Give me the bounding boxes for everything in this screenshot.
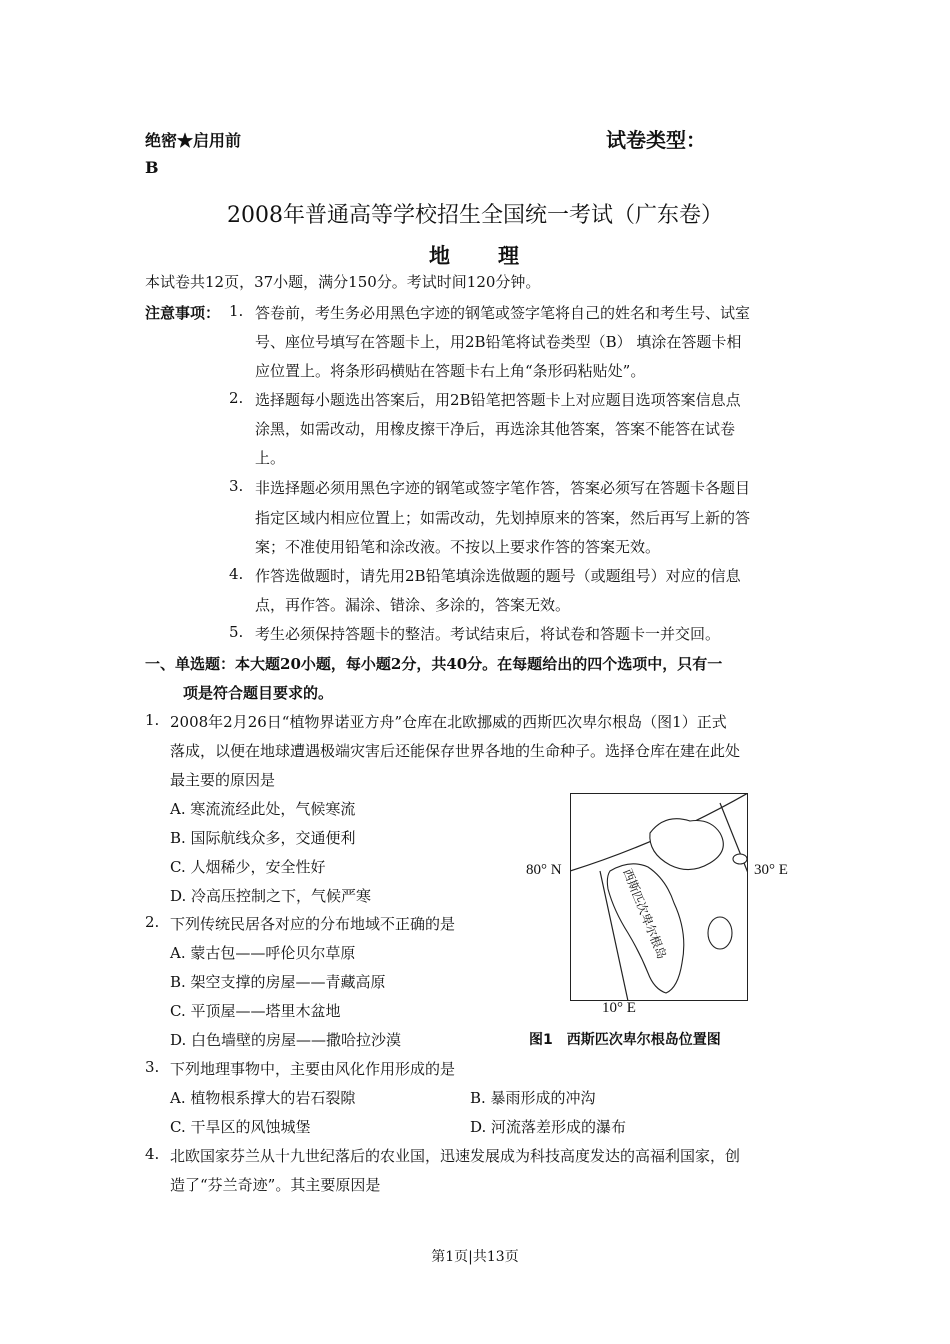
island-name-label: 西斯匹次卑尔根岛 (620, 866, 670, 962)
secret-level: 绝密★启用前 (145, 131, 242, 150)
q1-stem: 最主要的原因是 (170, 771, 276, 789)
exam-title: 2008年普通高等学校招生全国统一考试（广东卷） (227, 203, 723, 228)
paper-type-value: B (145, 158, 159, 177)
note-3-line: 指定区域内相应位置上；如需改动，先划掉原来的答案，然后再写上新的答 (255, 509, 751, 527)
paper-type-label: 试卷类型： (606, 128, 706, 152)
note-4-line: 作答选做题时，请先用2B铅笔填涂选做题的题号（或题组号）对应的信息 (255, 567, 741, 585)
longitude-30e-label: 30° E (754, 862, 788, 878)
q2-stem: 下列传统民居各对应的分布地域不正确的是 (170, 915, 456, 933)
q2-option: B. 架空支撑的房屋——青藏高原 (170, 973, 386, 991)
q1-option: B. 国际航线众多，交通便利 (170, 829, 356, 847)
note-1-number: 1. (229, 302, 244, 320)
q4-number: 4. (145, 1145, 160, 1163)
q1-option: C. 人烟稀少，安全性好 (170, 858, 326, 876)
q1-option: A. 寒流流经此处，气候寒流 (170, 800, 356, 818)
note-3-line: 非选择题必须用黑色字迹的钢笔或签字笔作答，答案必须写在答题卡各题目 (255, 479, 751, 497)
note-1-line: 号、座位号填写在答题卡上，用2B铅笔将试卷类型（B） 填涂在答题卡相 (255, 333, 742, 351)
q4-stem: 北欧国家芬兰从十九世纪落后的农业国，迅速发展成为科技高度发达的高福利国家，创 (170, 1147, 741, 1165)
note-5-line: 考生必须保持答题卡的整洁。考试结束后，将试卷和答题卡一并交回。 (255, 625, 721, 643)
note-4-line: 点，再作答。漏涂、错涂、多涂的，答案无效。 (255, 596, 571, 614)
q4-stem: 造了“芬兰奇迹”。其主要原因是 (170, 1176, 381, 1194)
note-3-line: 案；不准使用铅笔和涂改液。不按以上要求作答的答案无效。 (255, 538, 661, 556)
notes-label: 注意事项： (145, 304, 221, 322)
note-2-line: 涂黑，如需改动，用橡皮擦干净后，再选涂其他答案，答案不能答在试卷 (255, 420, 736, 438)
q1-stem: 落成，以便在地球遭遇极端灾害后还能保存世界各地的生命种子。选择仓库在建在此处 (170, 742, 741, 760)
east-island-shape (708, 917, 732, 949)
subject-title: 地 理 (429, 243, 521, 268)
q3-option: D. 河流落差形成的瀑布 (470, 1118, 627, 1136)
note-1-line: 答卷前，考生务必用黑色字迹的钢笔或签字笔将自己的姓名和考生号、试室 (255, 304, 751, 322)
q3-stem: 下列地理事物中，主要由风化作用形成的是 (170, 1060, 456, 1078)
q2-number: 2. (145, 913, 160, 931)
q1-option: D. 冷高压控制之下，气候严寒 (170, 887, 372, 905)
note-5-number: 5. (229, 623, 244, 641)
figure-1-map (570, 793, 748, 1001)
note-2-line: 上。 (255, 449, 286, 467)
island-map-drawing (570, 793, 748, 1001)
section-heading-cont: 项是符合题目要求的。 (183, 684, 334, 702)
note-2-number: 2. (229, 389, 244, 407)
longitude-10e-label: 10° E (602, 1000, 636, 1016)
note-2-line: 选择题每小题选出答案后，用2B铅笔把答题卡上对应题目选项答案信息点 (255, 391, 741, 409)
note-1-line: 应位置上。将条形码横贴在答题卡右上角“条形码粘贴处”。 (255, 362, 646, 380)
latitude-label: 80° N (526, 862, 562, 878)
q2-option: D. 白色墙壁的房屋——撒哈拉沙漠 (170, 1031, 402, 1049)
q3-number: 3. (145, 1058, 160, 1076)
q3-option: C. 干旱区的风蚀城堡 (170, 1118, 311, 1136)
q1-number: 1. (145, 711, 160, 729)
q1-stem: 2008年2月26日“植物界诺亚方舟”仓库在北欧挪威的西斯匹次卑尔根岛（图1）正式 (170, 713, 727, 731)
figure-caption: 图1 西斯匹次卑尔根岛位置图 (529, 1032, 721, 1048)
page-footer: 第1页|共13页 (431, 1249, 519, 1265)
kvitoya-shape (733, 854, 747, 864)
q2-option: A. 蒙古包——呼伦贝尔草原 (170, 944, 356, 962)
q3-option: B. 暴雨形成的冲沟 (470, 1089, 596, 1107)
q2-option: C. 平顶屋——塔里木盆地 (170, 1002, 341, 1020)
note-3-number: 3. (229, 477, 244, 495)
note-4-number: 4. (229, 565, 244, 583)
northeast-island-shape (649, 818, 723, 869)
exam-summary: 本试卷共12页，37小题，满分150分。考试时间120分钟。 (145, 273, 541, 291)
section-heading: 一、单选题：本大题20小题，每小题2分，共40分。在每题给出的四个选项中，只有一 (145, 655, 723, 673)
q3-option: A. 植物根系撑大的岩石裂隙 (170, 1089, 356, 1107)
